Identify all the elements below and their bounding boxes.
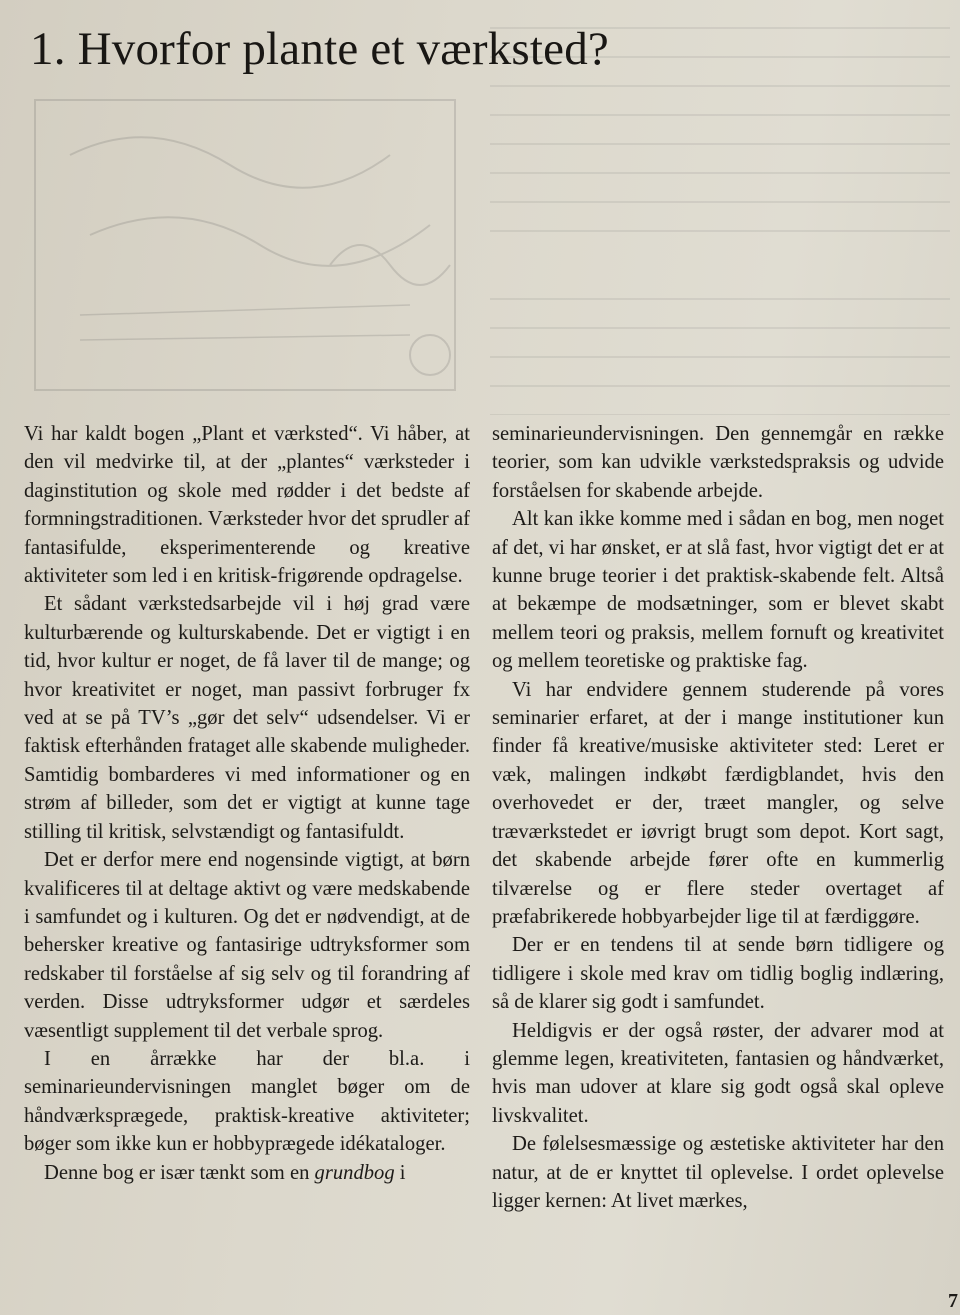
paragraph: Vi har endvidere gennem studerende på vores seminarier erfaret, at der i mange institutioner kun finder få kreative/musiske aktiviteter sted: Leret er væk, malingen indkøbt færdigblandet, hvis den overhovedet er der, træet mangler, og selve træværkstedet er iøvrigt brugt som depot. Kort sagt, det skabende arbejde fører ofte en kummerlig tilværelse og er flere steder overtaget af præfabrikerede hobbyarbejder lige til at færdiggøre.: [492, 678, 944, 928]
paragraph: Det er derfor mere end nogensinde vigtigt, at børn kvalificeres til at deltage aktivt og være medskabende i samfundet og i kulturen. Og det er nødvendigt, at de behersker kreative og fantasirige udtryksformer som redskaber til forståelse af sig selv og til forandring af verden. Disse udtryksformer udgør et særdeles væsentligt supplement til det verbale sprog.: [24, 849, 470, 1042]
text-run: Denne bog er især tænkt som en: [44, 1161, 315, 1184]
paragraph: De følelsesmæssige og æstetiske aktiviteter har den natur, at de er knyttet til oplevelse. I ordet oplevelse ligger kernen: At livet mærkes,: [492, 1133, 944, 1212]
chapter-title: 1. Hvorfor plante et værksted?: [30, 23, 609, 75]
show-through-drawing: [30, 95, 460, 395]
paragraph: Heldigvis er der også røster, der advarer mod at glemme legen, kreativiteten, fantasien og håndværket, hvis man udover at klare sig godt også skal opleve livskvalitet.: [492, 1019, 944, 1127]
paragraph: Et sådant værkstedsarbejde vil i høj grad være kulturbærende og kulturskabende. Det er vigtigt i en tid, hvor kultur er noget, de få laver til de mange; og hvor kreativitet er noget, man passivt forbruger fx ved at se på TV’s „gør det selv“ udsendelser. Vi er faktisk efterhånden frataget alle skabende muligheder. Samtidig bombarderes vi med informationer og en strøm af billeder, som det er vigtigt at kunne tage stilling til kritisk, selvstændigt og fantasifuldt.: [24, 593, 471, 843]
paragraph: Der er en tendens til at sende børn tidligere og tidligere i skole med krav om tidlig boglig indlæring, så de klarer sig godt i samfundet.: [492, 934, 944, 1014]
text-run: i: [394, 1161, 406, 1184]
paragraph: I en årrække har der bl.a. i seminarieundervisningen manglet bøger om de håndværksprægede, praktisk-kreative aktiviteter; bøger som ikke kun er hobbyprægede idékataloger.: [24, 1047, 470, 1156]
paragraph: Vi har kaldt bogen „Plant et værksted“. Vi håber, at den vil medvirke til, at der „plantes“ værksteder i daginstitution og skole med rødder i det bedste af formningstraditionen. Værksteder hvor det sprudler af fantasifulde, eksperimenterende og kreative aktiviteter som led i en kritisk-frigørende opdragelse.: [24, 423, 470, 588]
right-column: [492, 420, 944, 1215]
emphasis: grundbog: [314, 1161, 395, 1184]
paragraph: Alt kan ikke komme med i sådan en bog, men noget af det, vi har ønsket, er at slå fast, hvor vigtigt det er at kunne bruge teorier i det praktisk-skabende felt. Altså at bekæmpe de modsætninger, som er blevet skabt mellem teori og praksis, mellem fornuft og kreativitet og mellem teoretiske og praktiske fag.: [492, 508, 944, 673]
paragraph: seminarieundervisningen. Den gennemgår en række teorier, som kan udvikle værkstedspraksis og udvide forståelsen for skabende arbejde.: [492, 423, 944, 502]
page-number: 7: [948, 1290, 958, 1312]
paragraph: [24, 1159, 470, 1187]
left-column: [24, 420, 470, 1187]
